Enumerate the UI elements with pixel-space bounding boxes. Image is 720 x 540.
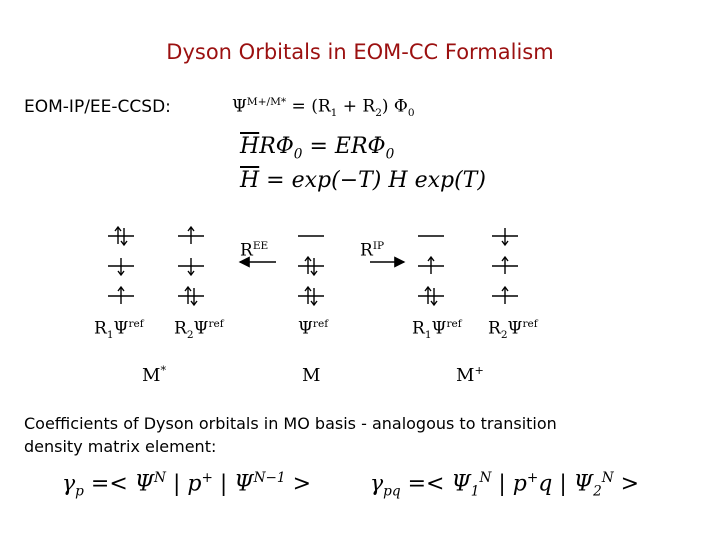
eigen-sub-1: 0 (293, 146, 303, 163)
gamma-p-plus: + (201, 470, 213, 486)
gamma-pq-mid: | p (491, 471, 527, 497)
config-sup: ref (312, 318, 329, 330)
state-cation-base: M (456, 365, 475, 386)
state-excited-base: M (142, 365, 161, 386)
gamma-pq-lhs: γ (370, 471, 384, 497)
slide-title: Dyson Orbitals in EOM-CC Formalism (166, 40, 554, 64)
psi-symbol: Ψ (232, 96, 247, 117)
config-label-r1-ionized (412, 318, 462, 341)
config-label-reference (298, 318, 328, 339)
operator-ip-sup: IP (372, 240, 385, 252)
hbar-symbol: $\overline{H}$ (240, 134, 260, 159)
config-sub: 2 (186, 329, 194, 342)
operator-ee-sup: EE (252, 240, 269, 252)
config-sub: 1 (424, 329, 432, 342)
state-neutral (302, 364, 320, 386)
gamma-pq-n2: N (601, 470, 614, 486)
gamma-p-end: > (285, 471, 312, 497)
gamma-pq-s1: 1 (470, 483, 480, 500)
config-psi: Ψ (193, 318, 209, 339)
r1-subscript: 1 (330, 107, 338, 120)
gamma-p-body: =< Ψ (83, 471, 155, 497)
eigen-sub-2: 0 (385, 146, 395, 163)
config-label-r2-excited (174, 318, 224, 341)
gamma-p-n1: N−1 (253, 470, 286, 486)
operator-ee (240, 240, 268, 261)
psi-superscript: M+/M* (246, 96, 287, 108)
config-r2-excited-levels (178, 227, 204, 305)
gamma-p-formula (62, 470, 311, 500)
config-base: R (488, 318, 501, 339)
config-base: R (174, 318, 187, 339)
state-excited (142, 364, 166, 386)
gamma-p-n: N (154, 470, 166, 486)
config-label-r1-excited (94, 318, 144, 341)
gamma-pq-end: > (613, 471, 640, 497)
state-neutral-base: M (302, 365, 321, 386)
caption-line-1: Coefficients of Dyson orbitals in MO basis - analogous to transition (24, 414, 557, 433)
hbar-symbol-2: $\overline{H}$ (240, 168, 260, 193)
eigen-mid: RΦ (259, 134, 294, 159)
config-sup: ref (446, 318, 462, 330)
eq-close: ) Φ (381, 96, 408, 117)
gamma-pq-s2: 2 (593, 483, 602, 500)
state-excited-sup: * (160, 364, 167, 377)
eq-plus: + R (337, 96, 376, 117)
operator-ip (360, 240, 384, 261)
gamma-pq-formula (370, 470, 639, 500)
r2-subscript: 2 (375, 107, 382, 120)
config-sup: ref (522, 318, 538, 330)
config-label-r2-ionized (488, 318, 538, 341)
gamma-pq-q: q (538, 471, 553, 497)
config-psi: Ψ (507, 318, 523, 339)
config-sup: ref (208, 318, 224, 330)
config-r2-ionized-levels (492, 228, 518, 304)
operator-ee-base: R (240, 240, 253, 261)
method-label: EOM-IP/EE-CCSD: (24, 97, 171, 117)
state-cation (456, 364, 484, 386)
config-sub: 1 (106, 329, 114, 342)
config-sup: ref (128, 318, 144, 330)
gamma-pq-body: =< Ψ (400, 471, 471, 497)
config-psi: Ψ (431, 318, 447, 339)
phi-subscript: 0 (407, 107, 415, 120)
eigen-rhs: = ERΦ (302, 134, 386, 159)
config-base: R (94, 318, 107, 339)
gamma-p-lhs: γ (62, 471, 76, 497)
eq-rhs-open: = (R (286, 96, 331, 117)
gamma-p-mid: | p (165, 471, 202, 497)
config-psi: Ψ (113, 318, 129, 339)
config-r1-ionized-levels (418, 236, 444, 305)
caption-line-2: density matrix element: (24, 437, 217, 456)
gamma-pq-n: N (479, 470, 492, 486)
hbar-rhs: = exp(−T) H exp(T) (259, 168, 486, 193)
gamma-p-sub: p (75, 483, 84, 500)
state-cation-sup: + (474, 364, 484, 377)
gamma-pq-sub: pq (383, 483, 401, 500)
gamma-p-bar: | Ψ (212, 471, 254, 497)
config-reference-levels (298, 236, 324, 305)
gamma-pq-bar: | Ψ (552, 471, 594, 497)
config-base: R (412, 318, 425, 339)
gamma-pq-plus: + (526, 470, 539, 486)
config-r1-excited-levels (108, 227, 134, 304)
config-psi: Ψ (298, 318, 313, 339)
operator-ip-base: R (360, 240, 373, 261)
config-sub: 2 (500, 329, 508, 342)
